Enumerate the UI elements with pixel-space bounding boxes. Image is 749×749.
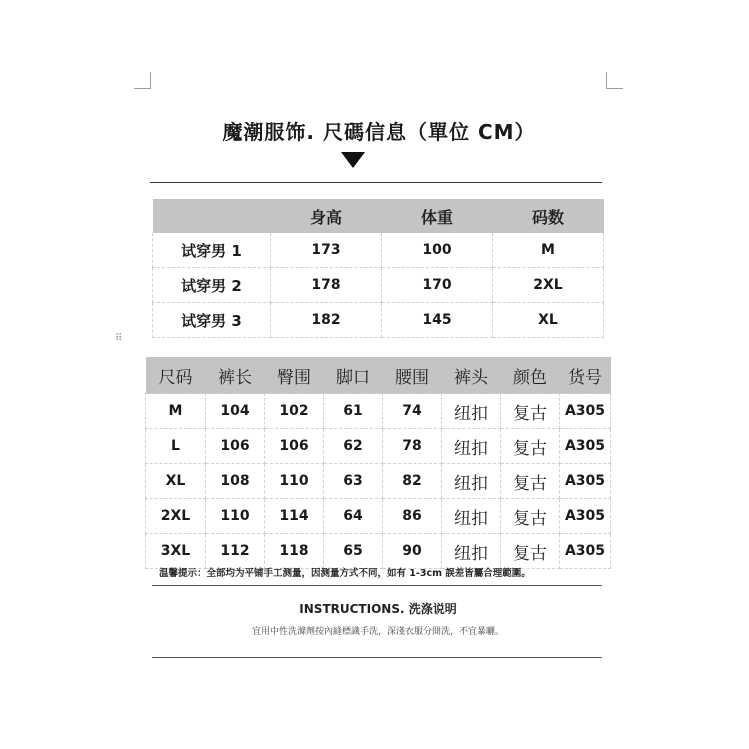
table-cell: 65	[324, 534, 383, 569]
table-cell: 86	[383, 499, 442, 534]
divider-middle	[152, 585, 602, 586]
table-cell: 复古	[501, 394, 560, 429]
table-cell: 173	[271, 233, 382, 268]
table-cell: 170	[382, 268, 493, 303]
table-row	[153, 303, 604, 338]
instructions-title: INSTRUCTIONS. 洗涤说明	[299, 602, 457, 616]
table-cell: 纽扣	[442, 429, 501, 464]
divider-top	[150, 182, 602, 183]
table-cell: 78	[383, 429, 442, 464]
size-header-cell: 裤头	[442, 357, 501, 394]
size-header-cell: 脚口	[324, 357, 383, 394]
table-cell: 110	[206, 499, 265, 534]
divider-bottom	[152, 657, 602, 658]
size-header-row	[146, 357, 611, 394]
table-cell: A305	[560, 394, 611, 429]
table-row	[153, 268, 604, 303]
table-cell: 61	[324, 394, 383, 429]
table-cell: 试穿男 2	[153, 268, 271, 303]
table-cell: 82	[383, 464, 442, 499]
table-row	[146, 429, 611, 464]
size-header-cell: 裤长	[206, 357, 265, 394]
size-header-cell: 尺码	[146, 357, 206, 394]
table-row	[146, 534, 611, 569]
tryon-header-cell: 码数	[493, 199, 604, 233]
table-row	[146, 499, 611, 534]
table-cell: 100	[382, 233, 493, 268]
table-cell: 106	[206, 429, 265, 464]
table-cell: 复古	[501, 534, 560, 569]
table-cell: 178	[271, 268, 382, 303]
table-cell: 74	[383, 394, 442, 429]
table-cell: M	[146, 394, 206, 429]
page-title: 魔潮服饰. 尺碼信息（單位 CM）	[222, 120, 536, 144]
table-cell: 复古	[501, 429, 560, 464]
table-cell: 90	[383, 534, 442, 569]
size-header-cell: 臀围	[265, 357, 324, 394]
table-cell: 104	[206, 394, 265, 429]
table-cell: 纽扣	[442, 534, 501, 569]
drag-handle-icon[interactable]: ⠿	[115, 333, 124, 344]
table-cell: 复古	[501, 464, 560, 499]
table-row	[153, 233, 604, 268]
table-cell: L	[146, 429, 206, 464]
table-cell: 3XL	[146, 534, 206, 569]
table-cell: XL	[146, 464, 206, 499]
table-cell: 2XL	[146, 499, 206, 534]
table-cell: 108	[206, 464, 265, 499]
table-cell: 复古	[501, 499, 560, 534]
table-row	[146, 394, 611, 429]
arrow-down-icon	[341, 152, 365, 168]
measurement-note: 温馨提示：全部均为平铺手工测量，因测量方式不同，如有 1-3cm 誤差皆屬合理範圍。	[159, 568, 531, 579]
table-cell: XL	[493, 303, 604, 338]
table-cell: A305	[560, 464, 611, 499]
table-cell: 118	[265, 534, 324, 569]
tryon-table	[152, 199, 604, 338]
tryon-header-row	[153, 199, 604, 233]
table-cell: 63	[324, 464, 383, 499]
table-cell: A305	[560, 534, 611, 569]
table-cell: 试穿男 1	[153, 233, 271, 268]
table-cell: A305	[560, 429, 611, 464]
table-cell: 62	[324, 429, 383, 464]
table-cell: 试穿男 3	[153, 303, 271, 338]
page-corner-mark-left	[134, 72, 151, 89]
table-cell: 102	[265, 394, 324, 429]
table-cell: 182	[271, 303, 382, 338]
table-cell: 64	[324, 499, 383, 534]
table-cell: 110	[265, 464, 324, 499]
size-table	[145, 357, 611, 569]
table-cell: 纽扣	[442, 499, 501, 534]
tryon-header-cell: 体重	[382, 199, 493, 233]
size-header-cell: 腰围	[383, 357, 442, 394]
tryon-header-cell	[153, 199, 271, 233]
table-cell: 纽扣	[442, 394, 501, 429]
table-row	[146, 464, 611, 499]
table-cell: 纽扣	[442, 464, 501, 499]
table-cell: 145	[382, 303, 493, 338]
tryon-header-cell: 身高	[271, 199, 382, 233]
table-cell: A305	[560, 499, 611, 534]
page-corner-mark-right	[606, 72, 623, 89]
instructions-text: 宜用中性洗滌劑按內縫標識手洗，深淺衣服分開洗，不宜暴曬。	[251, 627, 504, 637]
table-cell: 112	[206, 534, 265, 569]
table-cell: 106	[265, 429, 324, 464]
table-cell: 114	[265, 499, 324, 534]
size-header-cell: 颜色	[501, 357, 560, 394]
table-cell: M	[493, 233, 604, 268]
size-header-cell: 货号	[560, 357, 611, 394]
table-cell: 2XL	[493, 268, 604, 303]
